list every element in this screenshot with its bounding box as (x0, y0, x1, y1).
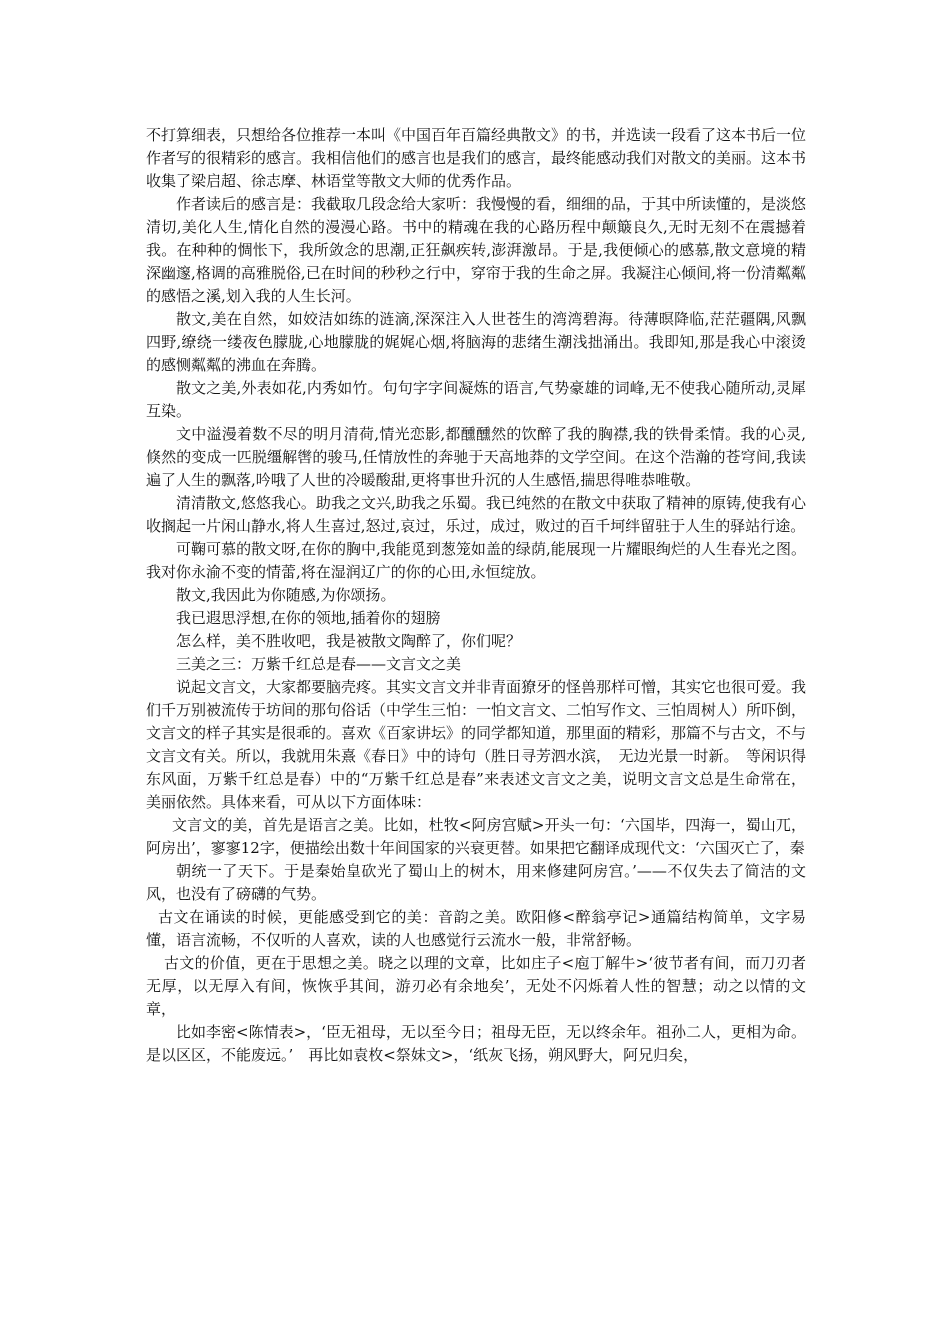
paragraph: 可鞠可慕的散文呀,在你的胸中,我能觅到葱笼如盖的绿荫,能展现一片耀眼绚烂的人生春光之图。我对你永渝不变的情蕾,将在湿润辽广的你的心田,永恒绽放。 (146, 540, 806, 581)
paragraph: 朝统一了天下。于是秦始皇砍光了蜀山上的树木，用来修建阿房宫。’——不仅失去了简洁的文风，也没有了磅礴的气势。 (146, 862, 806, 903)
paragraph: 我已遐思浮想,在你的领地,插着你的翅膀 (176, 609, 441, 627)
paragraph: 怎么样，美不胜收吧，我是被散文陶醉了，你们呢？ (176, 632, 522, 650)
paragraph: 文中溢漫着数不尽的明月清荷,情光恋影,都醺醺然的饮醉了我的胸襟,我的铁骨柔情。我的心灵,倏然的变成一匹脱缰解辔的骏马,任情放性的奔驰于天高地莽的文学空间。在这个浩瀚的苍穹间,我读遍了人生的飘落,吟哦了人世的冷暖酸甜,更将事世升沉的人生感悟,揣思得唯恭唯敬。 (146, 425, 806, 489)
paragraph: 文言文的美，首先是语言之美。比如，杜牧<阿房宫赋>开头一句：‘六国毕，四海一，蜀山兀，阿房出’，寥寥12字，便描绘出数十年间国家的兴衰更替。如果把它翻译成现代文：‘六国灭亡了，秦 (146, 816, 806, 857)
paragraph: 散文之美,外表如花,内秀如竹。句句字字间凝炼的语言,气势豪雄的词峰,无不使我心随所动,灵犀互染。 (146, 379, 806, 420)
paragraph: 散文,我因此为你随感,为你颂扬。 (176, 586, 396, 604)
paragraph: 古文在诵读的时候，更能感受到它的美：音韵之美。欧阳修<醉翁亭记>通篇结构简单，文字易懂，语言流畅，不仅听的人喜欢，读的人也感觉行云流水一般，非常舒畅。 (146, 908, 806, 949)
paragraph: 作者读后的感言是：我截取几段念给大家听：我慢慢的看，细细的品，于其中所读懂的，是淡悠清切,美化人生,情化自然的漫漫心路。书中的精魂在我的心路历程中颠簸良久,无时无刻不在震撼着我。在种种的惆怅下，我所敛念的思潮,正狂飙疾转,澎湃激昂。于是,我便倾心的感慕,散文意境的精深幽邃,格调的高雅脱俗,已在时间的秒秒之行中，穿帘于我的生命之屏。我凝注心倾间,将一份清粼粼的感悟之溪,划入我的人生长河。 (146, 195, 807, 305)
paragraph: 比如李密<陈情表>，‘臣无祖母，无以至今日；祖母无臣，无以终余年。祖孙二人，更相为命。是以区区，不能废远。’ 再比如袁枚<祭妹文>，‘纸灰飞扬，朔风野大，阿兄归矣， (146, 1023, 806, 1064)
section-heading: 三美之三：万紫千红总是春——文言文之美 (176, 655, 462, 673)
paragraph: 不打算细表，只想给各位推荐一本叫《中国百年百篇经典散文》的书，并选读一段看了这本书后一位作者写的很精彩的感言。我相信他们的感言也是我们的感言，最终能感动我们对散文的美丽。这本书收集了梁启超、徐志摩、林语堂等散文大师的优秀作品。 (146, 126, 807, 190)
paragraph: 古文的价值，更在于思想之美。晓之以理的文章，比如庄子<庖丁解牛>‘彼节者有间，而刀刃者无厚，以无厚入有间，恢恢乎其间，游刃必有余地矣’，无处不闪烁着人性的智慧；动之以情的文章， (146, 954, 806, 1018)
paragraph: 清清散文,悠悠我心。助我之文兴,助我之乐蜀。我已纯然的在散文中获取了精神的原铸,使我有心收搁起一片闲山静水,将人生喜过,怒过,哀过，乐过，成过，败过的百千坷绊留驻于人生的驿站行途。 (146, 494, 806, 535)
paragraph: 散文,美在自然，如姣洁如练的涟滴,深深注入人世苍生的湾湾碧海。待薄暝降临,茫茫疆隅,风飘四野,缭绕一缕夜色朦胧,心地朦胧的娓娓心烟,将脑海的悲绪生潮浅拙涌出。我即知,那是我心中滚烫的感恻粼粼的沸血在奔腾。 (146, 310, 806, 374)
paragraph: 说起文言文，大家都要脑壳疼。其实文言文并非青面獠牙的怪兽那样可憎，其实它也很可爱。我们千万别被流传于坊间的那句俗话（中学生三怕：一怕文言文、二怕写作文、三怕周树人）所吓倒，文言文的样子其实是很乖的。喜欢《百家讲坛》的同学都知道，那里面的精彩，那篇不与古文，不与文言文有关。所以，我就用朱熹《春日》中的诗句（胜日寻芳泗水滨， 无边光景一时新。 等闲识得东风面，万紫千红总是春）中的“万紫千红总是春”来表述文言文之美，说明文言文总是生命常在，美丽依然。具体来看，可从以下方面体味： (146, 678, 807, 811)
document-body (146, 124, 806, 1067)
